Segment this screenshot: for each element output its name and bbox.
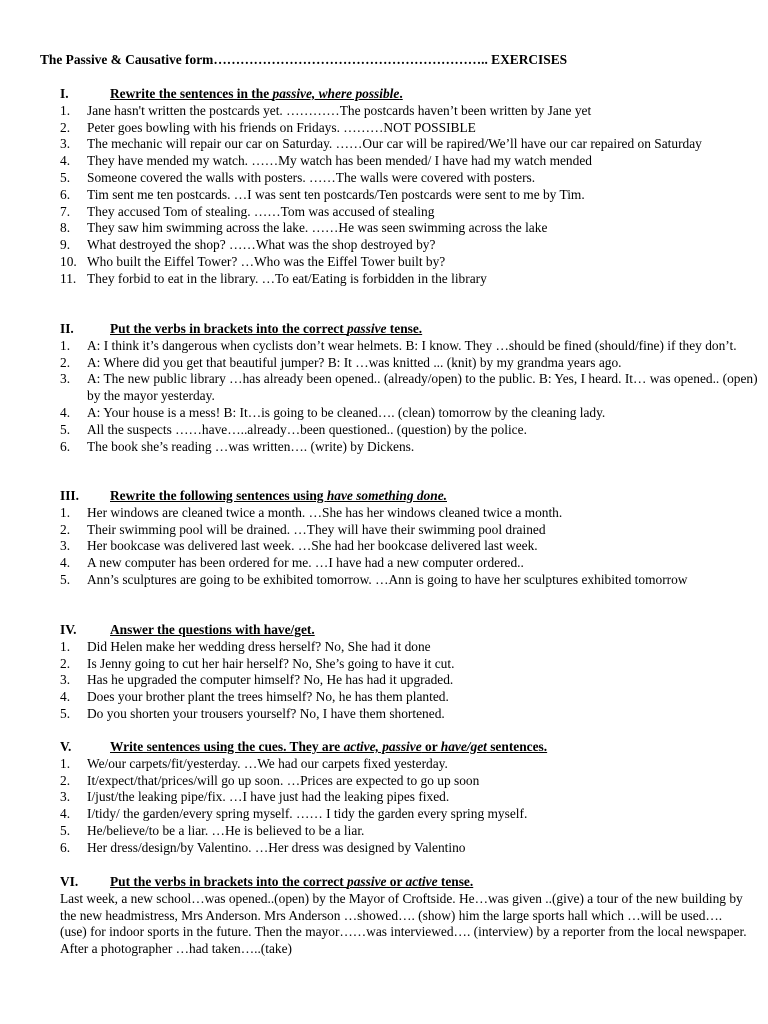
item-text: A: Where did you get that beautiful jumper? B: It …was knitted ... (knit) by my grandma years ago. <box>87 354 622 370</box>
exercise-list <box>60 338 760 456</box>
list-item <box>60 572 760 589</box>
list-item <box>60 254 760 271</box>
exercise-list <box>60 639 760 723</box>
item-number: 4. <box>60 555 71 571</box>
section-number: II. <box>60 321 74 336</box>
list-item <box>60 656 760 673</box>
item-number: 2. <box>60 655 71 671</box>
item-number: 3. <box>60 789 71 805</box>
item-number: 5. <box>60 705 71 721</box>
list-item <box>60 271 760 288</box>
item-text: The mechanic will repair our car on Saturday. ……Our car will be rapired/We’ll have our car repaired on Saturday <box>87 136 702 152</box>
list-item <box>60 806 760 823</box>
item-number: 1. <box>60 504 71 520</box>
item-text: Do you shorten your trousers yourself? No, I have them shortened. <box>87 705 445 721</box>
section-title: Put the verbs in brackets into the correct passive or active tense. <box>110 874 474 889</box>
section-title: Write sentences using the cues. They are active, passive or have/get sentences. <box>110 739 548 754</box>
item-text: Their swimming pool will be drained. …They will have their swimming pool drained <box>87 521 546 537</box>
section-4 <box>60 622 760 723</box>
exercise-list <box>60 756 760 857</box>
item-number: 5. <box>60 571 71 587</box>
item-text: Tim sent me ten postcards. …I was sent ten postcards/Ten postcards were sent to me by Tim. <box>87 186 585 202</box>
item-text: A new computer has been ordered for me. …I have had a new computer ordered.. <box>87 555 524 571</box>
item-text: They have mended my watch. ……My watch has been mended/ I have had my watch mended <box>87 153 592 169</box>
item-number: 7. <box>60 203 71 219</box>
item-text: I/tidy/ the garden/every spring myself. …… I tidy the garden every spring myself. <box>87 806 528 822</box>
list-item <box>60 220 760 237</box>
item-text: What destroyed the shop? ……What was the shop destroyed by? <box>87 237 436 253</box>
item-text: Is Jenny going to cut her hair herself? No, She’s going to have it cut. <box>87 655 455 671</box>
list-item <box>60 773 760 790</box>
item-number: 3. <box>60 371 71 387</box>
item-number: 5. <box>60 822 71 838</box>
item-number: 2. <box>60 521 71 537</box>
list-item <box>60 706 760 723</box>
section-title: Rewrite the sentences in the passive, where possible. <box>110 86 403 101</box>
item-number: 11. <box>60 270 77 286</box>
section-5 <box>60 739 760 857</box>
item-number: 3. <box>60 538 71 554</box>
section-title: Put the verbs in brackets into the correct passive tense. <box>110 321 423 336</box>
section-heading <box>60 321 760 338</box>
list-item <box>60 789 760 806</box>
list-item <box>60 371 760 405</box>
list-item <box>60 756 760 773</box>
list-item <box>60 204 760 221</box>
item-number: 1. <box>60 337 71 353</box>
item-number: 1. <box>60 755 71 771</box>
list-item <box>60 136 760 153</box>
list-item <box>60 120 760 137</box>
item-text: All the suspects ……have…..already…been questioned.. (question) by the police. <box>87 421 527 437</box>
item-text: Someone covered the walls with posters. ……The walls were covered with posters. <box>87 169 536 185</box>
item-number: 4. <box>60 689 71 705</box>
section-number: V. <box>60 739 72 754</box>
exercise-list <box>60 505 760 589</box>
item-text: Her dress/design/by Valentino. …Her dress was designed by Valentino <box>87 839 466 855</box>
list-item <box>60 153 760 170</box>
section-heading <box>60 86 760 103</box>
item-number: 4. <box>60 404 71 420</box>
section-title: Rewrite the following sentences using have something done. <box>110 488 447 503</box>
item-text: Does your brother plant the trees himself? No, he has them planted. <box>87 689 449 705</box>
item-text: He/believe/to be a liar. …He is believed to be a liar. <box>87 822 365 838</box>
item-text: They accused Tom of stealing. ……Tom was accused of stealing <box>87 203 435 219</box>
list-item <box>60 522 760 539</box>
item-text: The book she’s reading …was written…. (write) by Dickens. <box>87 438 415 454</box>
item-text: Did Helen make her wedding dress herself? No, She had it done <box>87 638 431 654</box>
section-heading <box>60 488 760 505</box>
item-text: Her bookcase was delivered last week. …She had her bookcase delivered last week. <box>87 538 538 554</box>
section-number: VI. <box>60 874 79 889</box>
list-item <box>60 237 760 254</box>
item-text: Ann’s sculptures are going to be exhibited tomorrow. …Ann is going to have her sculptures exhibited tomorrow <box>87 571 688 587</box>
list-item <box>60 555 760 572</box>
list-item <box>60 405 760 422</box>
section-title: Answer the questions with have/get. <box>110 622 315 637</box>
item-text: They forbid to eat in the library. …To eat/Eating is forbidden in the library <box>87 270 487 286</box>
item-number: 6. <box>60 186 71 202</box>
item-number: 5. <box>60 169 71 185</box>
item-text: They saw him swimming across the lake. ……He was seen swimming across the lake <box>87 220 548 236</box>
list-item <box>60 505 760 522</box>
item-text: A: Your house is a mess! B: It…is going to be cleaned…. (clean) tomorrow by the cleaning lady. <box>87 404 606 420</box>
list-item <box>60 639 760 656</box>
item-number: 3. <box>60 672 71 688</box>
item-text: A: The new public library …has already been opened.. (already/open) to the public. B: Yes, I heard. It… was opened.. (open) by the mayor yesterday. <box>87 371 758 404</box>
item-number: 2. <box>60 119 71 135</box>
item-number: 9. <box>60 237 71 253</box>
item-number: 1. <box>60 102 71 118</box>
list-item <box>60 538 760 555</box>
item-number: 4. <box>60 153 71 169</box>
document-title: The Passive & Causative form…………………………………………………….. EXERCISES <box>40 52 568 67</box>
item-text: A: I think it’s dangerous when cyclists don’t wear helmets. B: I know. They …should be fined (should/fine) if they don’t. <box>87 337 737 353</box>
list-item <box>60 355 760 372</box>
item-number: 5. <box>60 421 71 437</box>
item-number: 8. <box>60 220 71 236</box>
item-number: 4. <box>60 806 71 822</box>
list-item <box>60 338 760 355</box>
section-heading <box>60 739 760 756</box>
item-number: 10. <box>60 253 77 269</box>
item-text: It/expect/that/prices/will go up soon. …Prices are expected to go up soon <box>87 772 480 788</box>
item-text: Has he upgraded the computer himself? No, He has had it upgraded. <box>87 672 454 688</box>
list-item <box>60 439 760 456</box>
section-number: III. <box>60 488 79 503</box>
section-3 <box>60 488 760 589</box>
list-item <box>60 422 760 439</box>
list-item <box>60 840 760 857</box>
item-number: 3. <box>60 136 71 152</box>
list-item <box>60 672 760 689</box>
section-1 <box>60 86 760 288</box>
section-number: I. <box>60 86 69 101</box>
section-6 <box>60 874 760 958</box>
item-text: Who built the Eiffel Tower? …Who was the Eiffel Tower built by? <box>87 253 446 269</box>
item-number: 2. <box>60 772 71 788</box>
exercise-list <box>60 103 760 288</box>
list-item <box>60 823 760 840</box>
list-item <box>60 170 760 187</box>
section-heading <box>60 622 760 639</box>
list-item <box>60 187 760 204</box>
item-number: 2. <box>60 354 71 370</box>
exercise-paragraph: Last week, a new school…was opened..(open) by the Mayor of Croftside. He…was given ..(give) a tour of the new building by the new headmistress, Mrs Anderson. Mrs Anderson …showed…. (show) him the large sports hall which …will be used…. (use) for indoor sports in the future. Then the mayor……was interviewed…. (interview) by a reporter from the local newspaper. After a photographer …had taken…..(take) <box>60 890 747 957</box>
item-text: We/our carpets/fit/yesterday. …We had our carpets fixed yesterday. <box>87 755 448 771</box>
item-text: Peter goes bowling with his friends on Fridays. ………NOT POSSIBLE <box>87 119 476 135</box>
section-heading <box>60 874 760 891</box>
item-text: Her windows are cleaned twice a month. …She has her windows cleaned twice a month. <box>87 504 563 520</box>
item-number: 6. <box>60 438 71 454</box>
section-2 <box>60 321 760 455</box>
item-text: I/just/the leaking pipe/fix. …I have just had the leaking pipes fixed. <box>87 789 450 805</box>
list-item <box>60 103 760 120</box>
item-number: 6. <box>60 839 71 855</box>
item-number: 1. <box>60 638 71 654</box>
list-item <box>60 689 760 706</box>
item-text: Jane hasn't written the postcards yet. …………The postcards haven’t been written by Jane yet <box>87 102 592 118</box>
section-number: IV. <box>60 622 77 637</box>
